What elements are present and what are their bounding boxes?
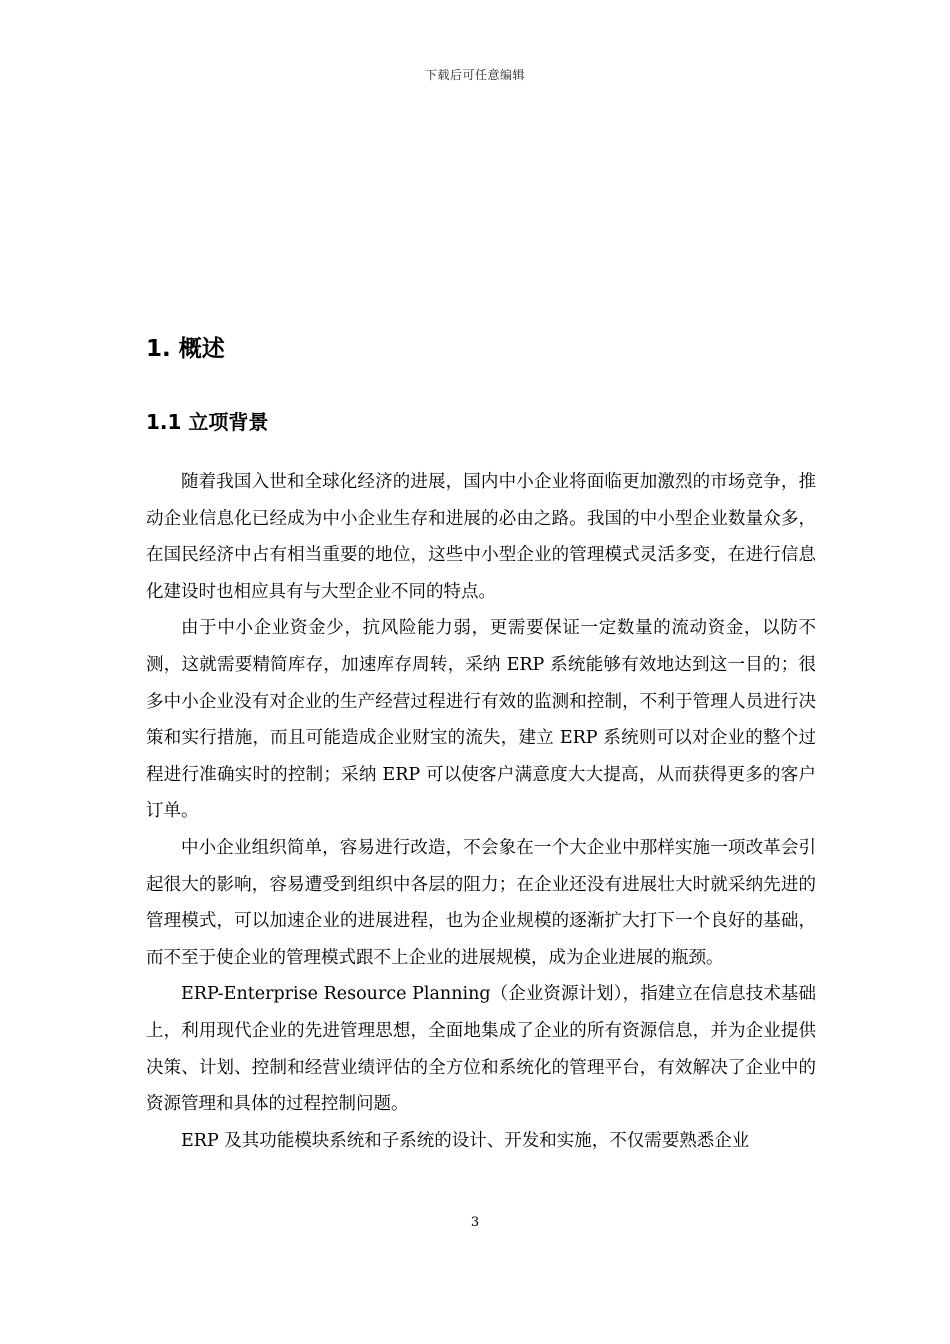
header-note: 下载后可任意编辑 bbox=[424, 68, 525, 82]
subsection-title: 1.1 立项背景 bbox=[146, 410, 269, 434]
paragraph-erp-definition: ERP-Enterprise Resource Planning（企业资源计划），指建立在信息技术基础上，利用现代企业的先进管理思想，全面地集成了企业的所有资源信息，并为企业提供决策、计划、控制和经营业绩评估的全方位和系统化的管理平台，有效解决了企业中的资源管理和具体的过程控制问题。 bbox=[146, 984, 816, 1115]
page-number: 3 bbox=[470, 1215, 480, 1230]
paragraph-background-3: 中小企业组织简单，容易进行改造，不会象在一个大企业中那样实施一项改革会引起很大的影响，容易遭受到组织中各层的阻力；在企业还没有进展壮大时就采纳先进的管理模式，可以加速企业的进展进程，也为企业规模的逐渐扩大打下一个良好的基础，而不至于使企业的管理模式跟不上企业的进展规模，成为企业进展的瓶颈。 bbox=[146, 837, 816, 968]
body-text bbox=[146, 464, 816, 1159]
paragraph-erp-development: ERP 及其功能模块系统和子系统的设计、开发和实施，不仅需要熟悉企业 bbox=[181, 1130, 750, 1151]
paragraph-background-1: 随着我国入世和全球化经济的进展，国内中小企业将面临更加激烈的市场竞争，推动企业信息化已经成为中小企业生存和进展的必由之路。我国的中小型企业数量众多，在国民经济中占有相当重要的地位，这些中小型企业的管理模式灵活多变，在进行信息化建设时也相应具有与大型企业不同的特点。 bbox=[146, 472, 816, 602]
section-title: 1. 概述 bbox=[146, 336, 225, 362]
paragraph-background-2: 由于中小企业资金少，抗风险能力弱，更需要保证一定数量的流动资金，以防不测，这就需要精简库存，加速库存周转，采纳 ERP 系统能够有效地达到这一目的；很多中小企业没有对企业的生产经营过程进行有效的监测和控制，不利于管理人员进行决策和实行措施，而且可能造成企业财宝的流失，建立 ERP 系统则可以对企业的整个过程进行准确实时的控制；采纳 ERP 可以使客户满意度大大提高，从而获得更多的客户订单。 bbox=[146, 618, 816, 822]
